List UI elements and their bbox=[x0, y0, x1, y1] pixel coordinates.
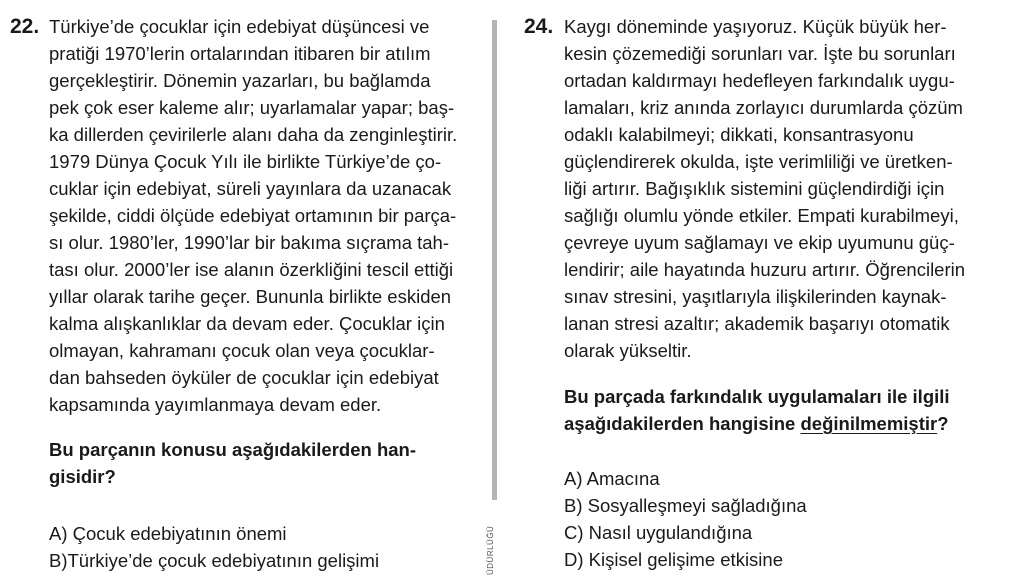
passage-line: kapsamında yayımlanmaya devam eder. bbox=[49, 394, 382, 415]
option-text: Kişisel gelişime etkisine bbox=[588, 549, 783, 570]
passage-line: sınav stresini, yaşıtlarıyla ilişkilerinden kaynak- bbox=[564, 286, 947, 307]
option-d[interactable] bbox=[564, 547, 783, 573]
passage-line: lendirir; aile hayatında huzuru artırır. Öğrencilerin bbox=[564, 259, 966, 280]
passage-line: ka dillerden çevirilerle alanı daha da zenginleştirir. bbox=[49, 124, 458, 145]
option-letter: C) bbox=[564, 522, 584, 543]
side-label: ÜDÜRLÜĞÜ bbox=[486, 525, 495, 575]
question-number: 24. bbox=[524, 15, 554, 38]
passage-line: yıllar olarak tarihe geçer. Bununla birlikte eskiden bbox=[49, 286, 452, 307]
option-text: Türkiye’de çocuk edebiyatının gelişimi bbox=[67, 550, 380, 571]
option-text: Sosyalleşmeyi sağladığına bbox=[587, 495, 807, 516]
column-divider bbox=[492, 20, 497, 500]
passage-line: liği artırır. Bağışıklık sistemini güçlendirdiği için bbox=[564, 178, 945, 199]
passage-line: çevreye uyum sağlamayı ve ekip uyumunu güç- bbox=[564, 232, 955, 253]
passage-line: güçlendirerek okulda, işte verimliliği ve üretken- bbox=[564, 151, 953, 172]
question-stem-line: Bu parçada farkındalık uygulamaları ile ilgili bbox=[564, 386, 950, 407]
option-text: Çocuk edebiyatının önemi bbox=[72, 523, 287, 544]
option-text: Nasıl uygulandığına bbox=[588, 522, 753, 543]
option-letter: D) bbox=[564, 549, 584, 570]
passage-line: kalma alışkanlıklar da devam eder. Çocuklar için bbox=[49, 313, 445, 334]
passage-line: lanan stresi azaltır; akademik başarıyı otomatik bbox=[564, 313, 950, 334]
option-letter: B) bbox=[49, 550, 68, 571]
question-stem-text: aşağıdakilerden hangisine bbox=[564, 413, 801, 434]
option-a[interactable] bbox=[49, 521, 287, 547]
option-a[interactable] bbox=[564, 466, 660, 492]
question-number: 22. bbox=[10, 15, 40, 38]
emphasized-negative: değinilmemiştir bbox=[800, 413, 938, 434]
passage-line: tası olur. 2000’ler ise alanın özerkliğini tescil ettiği bbox=[49, 259, 454, 280]
passage-line: şekilde, ciddi ölçüde edebiyat ortamının bir parça- bbox=[49, 205, 457, 226]
passage-line: lamaları, kriz anında zorlayıcı durumlarda çözüm bbox=[564, 97, 963, 118]
question-stem-line: gisidir? bbox=[49, 466, 116, 487]
passage-line: 1979 Dünya Çocuk Yılı ile birlikte Türkiye’de ço- bbox=[49, 151, 442, 172]
passage-line: sağlığı olumlu yönde etkiler. Empati kurabilmeyi, bbox=[564, 205, 959, 226]
passage-line: olmayan, kahramanı çocuk olan veya çocuklar- bbox=[49, 340, 435, 361]
passage-line: gerçekleştirir. Dönemin yazarları, bu bağlamda bbox=[49, 70, 431, 91]
passage-line: cuklar için edebiyat, süreli yayınlara da uzanacak bbox=[49, 178, 452, 199]
option-b[interactable] bbox=[49, 548, 379, 574]
passage-line: odaklı kalabilmeyi; dikkati, konsantrasyonu bbox=[564, 124, 914, 145]
passage-line: pratiği 1970’lerin ortalarından itibaren bir atılım bbox=[49, 43, 431, 64]
option-c[interactable] bbox=[564, 520, 752, 546]
option-letter: A) bbox=[564, 468, 583, 489]
passage-line: sı olur. 1980’ler, 1990’lar bir bakıma sıçrama tah- bbox=[49, 232, 449, 253]
passage-line: kesin çözemediği sorunları var. İşte bu sorunları bbox=[564, 43, 956, 64]
passage-line: Kaygı döneminde yaşıyoruz. Küçük büyük her- bbox=[564, 16, 947, 37]
question-mark: ? bbox=[937, 413, 949, 434]
passage-line: dan bahseden öyküler de çocuklar için edebiyat bbox=[49, 367, 439, 388]
passage-line: olarak yükseltir. bbox=[564, 340, 692, 361]
passage-line: ortadan kaldırmayı hedefleyen farkındalık uygu- bbox=[564, 70, 955, 91]
question-stem-line: Bu parçanın konusu aşağıdakilerden han- bbox=[49, 439, 417, 460]
option-text: Amacına bbox=[586, 468, 660, 489]
question-stem-line bbox=[564, 411, 949, 437]
option-b[interactable] bbox=[564, 493, 807, 519]
passage-line: Türkiye’de çocuklar için edebiyat düşüncesi ve bbox=[49, 16, 430, 37]
passage-line: pek çok eser kaleme alır; uyarlamalar yapar; baş- bbox=[49, 97, 455, 118]
option-letter: B) bbox=[564, 495, 583, 516]
option-letter: A) bbox=[49, 523, 68, 544]
